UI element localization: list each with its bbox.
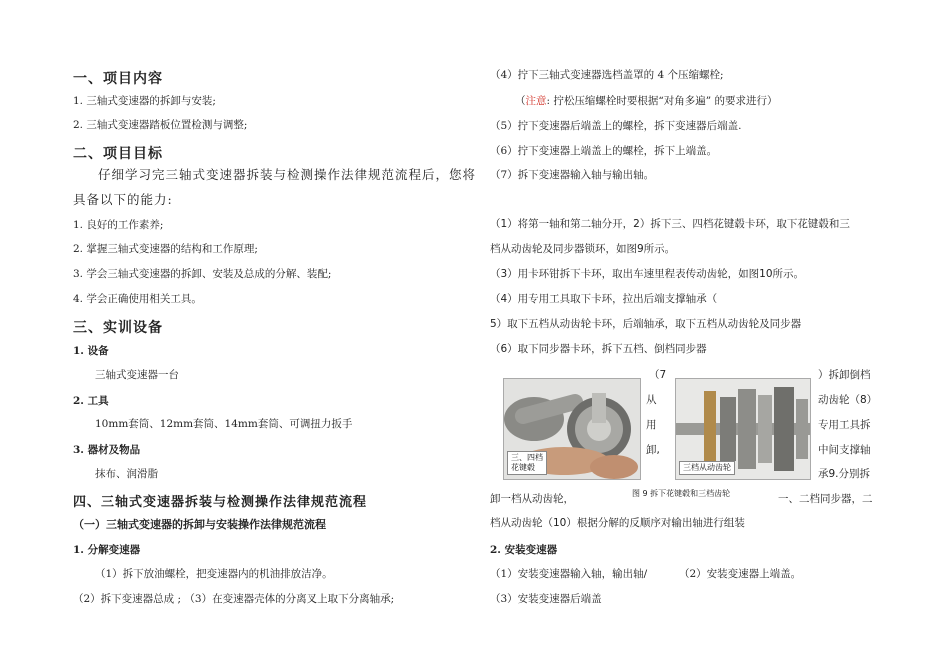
paragraph: （5）拧下变速器后端盖上的螺栓，拆下变速器后端盖. xyxy=(490,120,742,132)
list-item: 2. 掌握三轴式变速器的结构和工作原理; xyxy=(73,243,258,255)
paragraph: （1）拆下放油螺栓，把变速器内的机油排放洁净。 xyxy=(95,568,333,580)
list-item: （1）安装变速器输入轴，输出轴/ xyxy=(490,568,648,580)
wrap-text: ）拆卸倒档 xyxy=(818,369,871,381)
subsection-title: 2. 工具 xyxy=(73,395,109,407)
paragraph: 三轴式变速器一台 xyxy=(95,369,179,381)
wrap-text: 承9.分别拆 xyxy=(818,468,871,480)
note xyxy=(515,94,777,108)
paragraph: 抹布、润滑脂 xyxy=(95,468,158,480)
list-item: 2. 三轴式变速器踏板位置检测与调整; xyxy=(73,119,248,131)
note-text: : 拧松压缩螺栓时要根据“对角多遍” 的要求进行） xyxy=(546,95,778,107)
paragraph: （7）拆下变速器输入轴与输出轴。 xyxy=(490,169,655,181)
wrap-text: 用 xyxy=(646,419,657,431)
paragraph: 仔细学习完三轴式变速器拆装与检测操作法律规范流程后，您将 xyxy=(98,167,477,182)
figure-title: 图 9 拆下花键毂和三档齿轮 xyxy=(632,489,731,498)
wrap-text: 卸, xyxy=(646,444,660,456)
section-title-procedure: 四、三轴式变速器拆装与检测操作法律规范流程 xyxy=(73,495,368,510)
paragraph: （3）用卡环钳拆下卡环，取出车速里程表传动齿轮，如图10所示。 xyxy=(490,268,805,280)
paragraph: （1）将第一轴和第二轴分开，2）拆下三、四档花键毂卡环，取下花键毂和三 xyxy=(490,218,850,230)
paragraph: 具备以下的能力: xyxy=(73,192,173,207)
subsection-title: 1. 设备 xyxy=(73,345,109,357)
paragraph: （2）拆下变速器总成 ; （3）在变速器壳体的分离叉上取下分离轴承; xyxy=(73,593,395,605)
list-item: （2）安装变速器上端盖。 xyxy=(679,568,802,580)
subsection-title: 1. 分解变速器 xyxy=(73,544,141,556)
wrap-text: 中间支撑轴 xyxy=(818,444,871,456)
note-open: （ xyxy=(515,95,526,107)
caption-line: 花键毂 xyxy=(511,463,535,472)
paragraph: 10mm套筒、12mm套筒、14mm套筒、可调扭力扳手 xyxy=(95,418,353,430)
paragraph: 档从动齿轮及同步器锁环，如图9所示。 xyxy=(490,243,676,255)
section-title-equipment: 三、实训设备 xyxy=(73,320,163,336)
figure-caption-label: 三档从动齿轮 xyxy=(679,461,735,475)
paragraph: （6）拧下变速器上端盖上的螺栓，拆下上端盖。 xyxy=(490,145,718,157)
list-item: 1. 三轴式变速器的拆卸与安装; xyxy=(73,95,216,107)
paragraph: （6）取下同步器卡环，拆下五档、倒档同步器 xyxy=(490,343,707,355)
wrap-text: 动齿轮（8） xyxy=(818,394,878,406)
paragraph: （4）用专用工具取下卡环，拉出后端支撑轴承（ xyxy=(490,293,718,305)
list-item: 4. 学会正确使用相关工具。 xyxy=(73,293,202,305)
subsection-title: （一）三轴式变速器的拆卸与安装操作法律规范流程 xyxy=(73,518,326,531)
wrap-text: 专用工具拆 xyxy=(818,419,871,431)
list-item: 3. 学会三轴式变速器的拆卸、安装及总成的分解、装配; xyxy=(73,268,332,280)
section-title-content: 一、项目内容 xyxy=(73,71,163,87)
paragraph: （4）拧下三轴式变速器选档盖罩的 4 个压缩螺栓; xyxy=(490,69,724,81)
paragraph: 卸一档从动齿轮， xyxy=(490,493,574,505)
section-title-goals: 二、项目目标 xyxy=(73,146,163,162)
wrap-text: 从 xyxy=(646,394,657,406)
wrap-text: （7 xyxy=(649,369,667,381)
list-item: 1. 良好的工作素养; xyxy=(73,219,164,231)
subsection-title: 2. 安装变速器 xyxy=(490,544,558,556)
caption-line: 三、四档 xyxy=(511,453,543,462)
list-item: （3）安装变速器后端盖 xyxy=(490,593,602,605)
paragraph: 一、二档同步器，二 xyxy=(778,493,873,505)
paragraph: 档从动齿轮（10）根据分解的反顺序对输出轴进行组装 xyxy=(490,517,745,529)
figure-caption-label xyxy=(507,451,547,475)
note-label: 注意 xyxy=(525,95,547,107)
paragraph: 5）取下五档从动齿轮卡环，后端轴承，取下五档从动齿轮及同步器 xyxy=(490,318,802,330)
subsection-title: 3. 器材及物品 xyxy=(73,444,141,456)
